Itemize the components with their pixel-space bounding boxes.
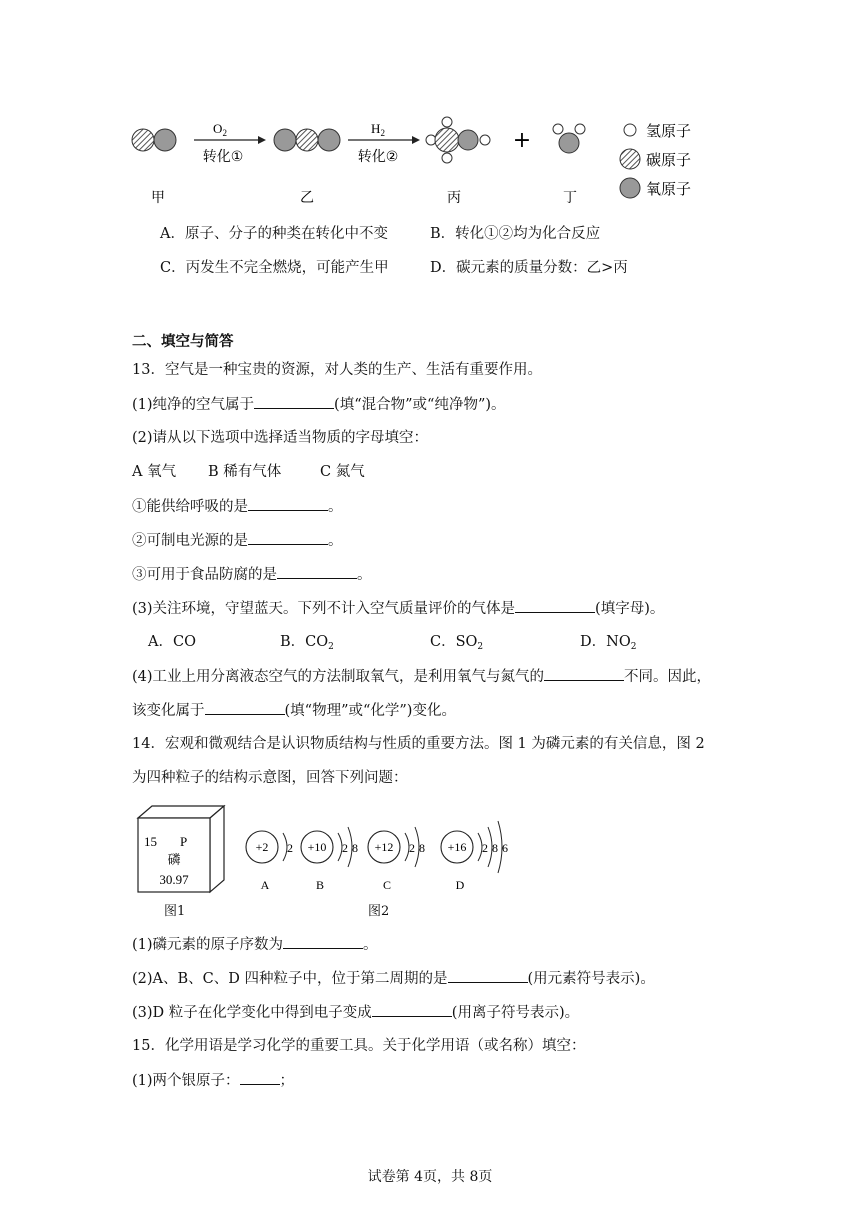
q12-option-a[interactable]: A．原子、分子的种类在转化中不变 bbox=[160, 226, 388, 242]
arrow-1 bbox=[194, 121, 266, 165]
legend-h: 氢原子 bbox=[646, 122, 692, 140]
q13-part3: (3)关注环境，守望蓝天。下列不计入空气质量评价的气体是 (填字母)。 bbox=[132, 598, 664, 619]
legend bbox=[620, 122, 691, 198]
q13-stem: 13．空气是一种宝贵的资源，对人类的生产、生活有重要作用。 bbox=[132, 362, 542, 378]
arrow-2-top: $H_2$ bbox=[371, 121, 385, 138]
label-bing: 丙 bbox=[447, 190, 461, 206]
q13-blank-4a[interactable] bbox=[544, 666, 624, 681]
molecule-jia bbox=[132, 129, 176, 151]
label-jia: 甲 bbox=[151, 190, 165, 206]
label-yi: 乙 bbox=[300, 190, 314, 206]
q14-part2: (2)A、B、C、D 四种粒子中，位于第二周期的是 (用元素符号表示)。 bbox=[132, 968, 655, 989]
atom-a bbox=[246, 831, 293, 892]
atom-label: B bbox=[315, 878, 325, 892]
q13-p3-option-c[interactable]: C．$SO_2$ bbox=[430, 634, 484, 652]
electron-count: 8 bbox=[419, 841, 425, 855]
q13-sub3: ③可用于食品防腐的是 。 bbox=[132, 564, 372, 585]
electron-count: 8 bbox=[352, 841, 358, 855]
q13-sub1: ①能供给呼吸的是 。 bbox=[132, 496, 343, 517]
q15-part1: (1)两个银原子： ； bbox=[132, 1070, 294, 1091]
reaction-diagram bbox=[120, 112, 720, 212]
q14-part3: (3)D 粒子在化学变化中得到电子变成 (用离子符号表示)。 bbox=[132, 1002, 579, 1023]
label-ding: 丁 bbox=[563, 190, 577, 206]
q14-stem-1: 14．宏观和微观结合是认识物质结构与性质的重要方法。图 1 为磷元素的有关信息，图 2 bbox=[132, 736, 705, 752]
element-symbol: P bbox=[180, 834, 188, 849]
arrow-2 bbox=[348, 121, 420, 165]
arrow-1-bottom: 转化① bbox=[202, 149, 244, 165]
atom-b bbox=[301, 827, 358, 892]
nucleus-charge: +10 bbox=[307, 840, 327, 854]
q12-option-d[interactable]: D．碳元素的质量分数：乙>丙 bbox=[430, 260, 628, 276]
arrow-2-bottom: 转化② bbox=[357, 149, 399, 165]
q14-part1: (1)磷元素的原子序数为 。 bbox=[132, 934, 378, 955]
element-name: 磷 bbox=[167, 853, 181, 868]
molecule-bing bbox=[426, 117, 490, 163]
q13-part2: (2)请从以下选项中选择适当物质的字母填空： bbox=[132, 430, 429, 446]
page-footer: 试卷第 4页，共 8页 bbox=[367, 1169, 493, 1185]
q13-blank-3[interactable] bbox=[515, 598, 595, 613]
electron-count: 2 bbox=[287, 841, 293, 855]
nucleus-charge: +12 bbox=[374, 840, 394, 854]
plus-sign: + bbox=[512, 128, 532, 153]
electron-count: 6 bbox=[502, 841, 508, 855]
q13-part4-line2: 该变化属于 (填“物理”或“化学”)变化。 bbox=[132, 700, 456, 721]
legend-c: 碳原子 bbox=[646, 151, 692, 169]
element-cube bbox=[132, 800, 232, 900]
q13-p3-option-b[interactable]: B．$CO_2$ bbox=[280, 634, 334, 652]
q14-blank-1[interactable] bbox=[283, 934, 363, 949]
atom-label: A bbox=[260, 878, 270, 892]
fig1-caption: 图1 bbox=[164, 904, 186, 919]
q15-blank-1[interactable] bbox=[240, 1070, 280, 1085]
atom-label: C bbox=[382, 878, 392, 892]
q12-option-c[interactable]: C．丙发生不完全燃烧，可能产生甲 bbox=[160, 260, 389, 276]
q13-blank-s1[interactable] bbox=[248, 496, 328, 511]
element-number: 15 bbox=[144, 834, 157, 849]
q13-part4-line1: (4)工业上用分离液态空气的方法制取氧气，是利用氧气与氮气的 不同。因此， bbox=[132, 666, 711, 687]
element-mass: 30.97 bbox=[159, 872, 189, 887]
q13-blank-s2[interactable] bbox=[248, 530, 328, 545]
electron-count: 2 bbox=[482, 841, 488, 855]
q13-sub2: ②可制电光源的是 。 bbox=[132, 530, 343, 551]
q13-part1: (1)纯净的空气属于 (填“混合物”或“纯净物”)。 bbox=[132, 394, 506, 415]
molecule-ding bbox=[553, 124, 585, 153]
section-title: 二、填空与简答 bbox=[132, 333, 234, 350]
q13-blank-1[interactable] bbox=[254, 394, 334, 409]
q13-p3-option-d[interactable]: D．$NO_2$ bbox=[580, 634, 637, 652]
electron-count: 8 bbox=[492, 841, 498, 855]
q13-blank-s3[interactable] bbox=[277, 564, 357, 579]
nucleus-charge: +2 bbox=[255, 840, 269, 854]
q14-stem-2: 为四种粒子的结构示意图，回答下列问题： bbox=[132, 770, 408, 786]
q13-blank-4b[interactable] bbox=[205, 700, 285, 715]
q13-choice-a: A 氧气 bbox=[132, 464, 177, 480]
q15-stem: 15．化学用语是学习化学的重要工具。关于化学用语（或名称）填空： bbox=[132, 1038, 586, 1054]
nucleus-charge: +16 bbox=[447, 840, 467, 854]
q13-choice-b: B 稀有气体 bbox=[208, 464, 282, 480]
atom-c bbox=[368, 827, 425, 892]
q12-option-b[interactable]: B．转化①②均为化合反应 bbox=[430, 226, 601, 242]
electron-count: 2 bbox=[342, 841, 348, 855]
fig2-caption: 图2 bbox=[368, 904, 390, 919]
q14-blank-2[interactable] bbox=[448, 968, 528, 983]
q13-choice-c: C 氮气 bbox=[320, 464, 365, 480]
atom-diagrams bbox=[238, 800, 528, 898]
legend-o: 氧原子 bbox=[646, 180, 692, 198]
arrow-1-top: $O_2$ bbox=[213, 121, 227, 138]
atom-label: D bbox=[455, 878, 465, 892]
q14-blank-3[interactable] bbox=[372, 1002, 452, 1017]
q13-p3-option-a[interactable]: A．CO bbox=[148, 634, 196, 650]
atom-d bbox=[441, 821, 508, 892]
electron-count: 2 bbox=[409, 841, 415, 855]
molecule-yi bbox=[274, 129, 340, 151]
